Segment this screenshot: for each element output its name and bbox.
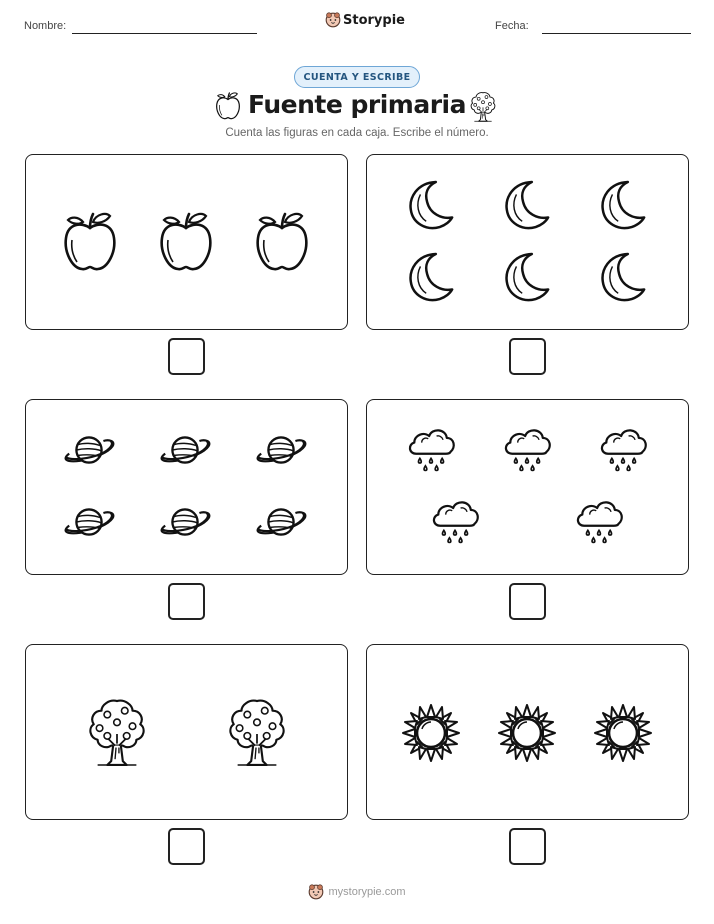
sun-icon xyxy=(401,703,461,763)
apple-icon xyxy=(60,210,120,274)
brand-name: Storypie xyxy=(343,12,405,28)
sun-icon xyxy=(593,703,653,763)
answer-box-apple-trees[interactable] xyxy=(168,828,205,865)
apple-tree-icon xyxy=(468,91,498,123)
counting-box-suns xyxy=(366,644,689,820)
sun-icon xyxy=(497,703,557,763)
apple-tree-icon xyxy=(86,697,148,769)
storypie-mascot-icon xyxy=(325,12,341,28)
apple-tree-icon xyxy=(226,697,288,769)
answer-box-moons[interactable] xyxy=(509,338,546,375)
instructions: Cuenta las figuras en cada caja. Escribe el número. xyxy=(225,127,489,139)
rain-cloud-icon xyxy=(573,496,625,548)
moon-icon xyxy=(503,179,551,231)
planet-icon xyxy=(254,432,308,468)
planet-icon xyxy=(254,504,308,540)
activity-badge: CUENTA Y ESCRIBE xyxy=(294,66,420,88)
counting-box-rain-clouds xyxy=(366,399,689,575)
moon-icon xyxy=(407,251,455,303)
counting-box-planets xyxy=(25,399,348,575)
brand-logo xyxy=(325,12,405,28)
answer-box-rain-clouds[interactable] xyxy=(509,583,546,620)
storypie-mascot-icon xyxy=(308,884,324,900)
date-field-line[interactable] xyxy=(542,33,691,34)
counting-box-apples xyxy=(25,154,348,330)
moon-icon xyxy=(407,179,455,231)
footer xyxy=(0,884,714,900)
answer-box-planets[interactable] xyxy=(168,583,205,620)
name-label: Nombre: xyxy=(24,20,67,32)
rain-cloud-icon xyxy=(405,424,457,476)
counting-box-apple-trees xyxy=(25,644,348,820)
moon-icon xyxy=(599,251,647,303)
footer-url: mystorypie.com xyxy=(328,886,406,898)
rain-cloud-icon xyxy=(429,496,481,548)
moon-icon xyxy=(599,179,647,231)
rain-cloud-icon xyxy=(501,424,553,476)
apple-icon xyxy=(156,210,216,274)
page-title: Fuente primaria xyxy=(248,90,466,119)
answer-box-apples[interactable] xyxy=(168,338,205,375)
answer-box-suns[interactable] xyxy=(509,828,546,865)
moon-icon xyxy=(503,251,551,303)
planet-icon xyxy=(62,432,116,468)
apple-icon xyxy=(252,210,312,274)
counting-box-moons xyxy=(366,154,689,330)
planet-icon xyxy=(158,504,212,540)
rain-cloud-icon xyxy=(597,424,649,476)
planet-icon xyxy=(158,432,212,468)
date-label: Fecha: xyxy=(495,20,529,32)
planet-icon xyxy=(62,504,116,540)
name-field-line[interactable] xyxy=(72,33,257,34)
